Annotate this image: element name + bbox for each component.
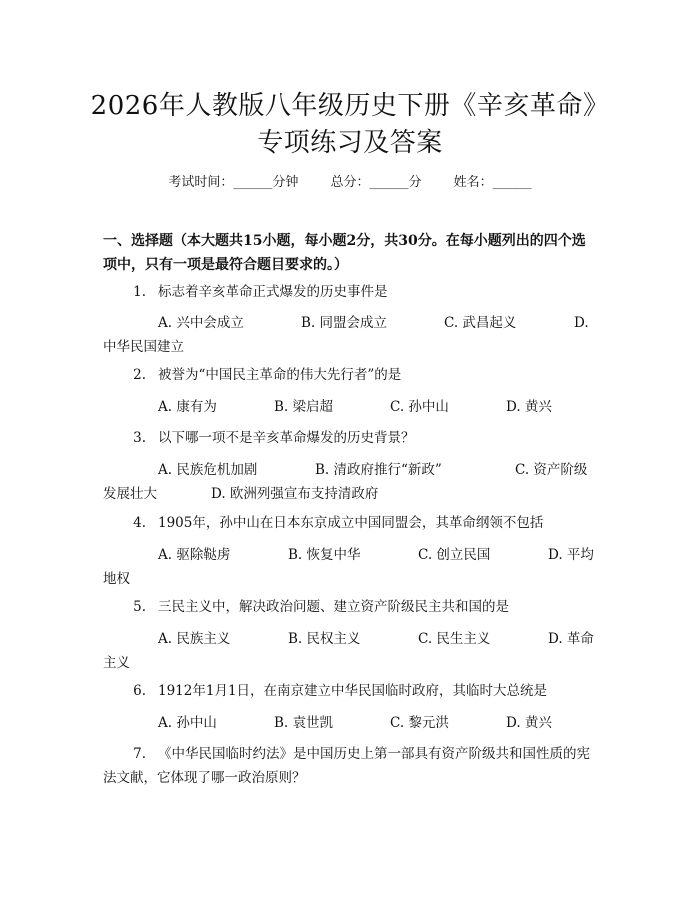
question-number: 7. — [133, 746, 146, 762]
option-d: D. 革命 — [548, 631, 594, 647]
question-text: 《中华民国临时约法》是中国历史上第一部具有资产阶级共和国性质的宪 — [158, 746, 590, 762]
option-c: C. 武昌起义 — [444, 315, 517, 331]
option-d-continued: 中华民国建立 — [103, 339, 184, 355]
question-5 — [103, 595, 603, 619]
option-c-continued: 发展壮大 — [103, 486, 157, 502]
question-number: 4. — [133, 515, 146, 531]
option-a: A. 驱除鞑虏 — [158, 547, 231, 563]
document-title-line2: 专项练习及答案 — [257, 128, 443, 158]
question-text: 三民主义中，解决政治问题、建立资产阶级民主共和国的是 — [158, 599, 509, 615]
question-number: 5. — [133, 599, 146, 615]
question-text: 被誉为“中国民主革命的伟大先行者”的是 — [158, 367, 402, 383]
question-number: 6. — [133, 683, 146, 699]
option-c: C. 民生主义 — [418, 631, 491, 647]
question-text: 1905年，孙中山在日本东京成立中国同盟会，其革命纲领不包括 — [158, 515, 544, 531]
question-3-options — [103, 458, 603, 506]
question-text: 以下哪一项不是辛亥革命爆发的历史背景？ — [158, 430, 415, 446]
option-a: A. 康有为 — [158, 399, 217, 415]
option-c: C. 资产阶级 — [515, 462, 588, 478]
question-1 — [103, 280, 603, 304]
question-6-options — [103, 711, 603, 735]
section-heading-line2: 项中，只有一项是最符合题目要求的。） — [103, 257, 348, 273]
question-6 — [103, 679, 603, 703]
option-c: C. 黎元洪 — [390, 715, 449, 731]
exam-meta — [0, 171, 700, 190]
option-d: D. 黄兴 — [506, 715, 552, 731]
student-name: 姓名：______ — [453, 175, 532, 190]
document-title-line1: 2026年人教版八年级历史下册《辛亥革命》 — [90, 91, 610, 121]
option-d: D. 平均 — [548, 547, 594, 563]
exam-time: 考试时间：______分钟 — [168, 175, 299, 190]
option-a: A. 兴中会成立 — [158, 315, 244, 331]
section-heading-line1: 一、选择题（本大题共15小题，每小题2分，共30分。在每小题列出的四个选 — [103, 233, 586, 249]
question-4 — [103, 511, 603, 535]
question-text: 标志着辛亥革命正式爆发的历史事件是 — [158, 284, 388, 300]
question-text-continued: 法文献，它体现了哪一政治原则？ — [103, 770, 306, 786]
exam-score: 总分：______分 — [330, 175, 422, 190]
question-number: 2. — [133, 367, 146, 383]
option-b: B. 民权主义 — [288, 631, 361, 647]
option-c: C. 孙中山 — [390, 399, 449, 415]
question-4-options — [103, 543, 603, 591]
option-b: B. 恢复中华 — [288, 547, 361, 563]
section-heading — [103, 229, 603, 277]
question-1-options — [103, 311, 603, 359]
option-d-continued: 主义 — [103, 655, 130, 671]
option-b: B. 同盟会成立 — [301, 315, 388, 331]
question-2 — [103, 363, 603, 387]
option-a: A. 民族主义 — [158, 631, 231, 647]
option-d: D. 欧洲列强宣布支持清政府 — [211, 486, 379, 502]
option-a: A. 孙中山 — [158, 715, 217, 731]
question-number: 1. — [133, 284, 146, 300]
option-d-continued: 地权 — [103, 571, 130, 587]
option-d: D. 黄兴 — [506, 399, 552, 415]
option-a: A. 民族危机加剧 — [158, 462, 258, 478]
option-d: D. — [574, 315, 589, 331]
question-number: 3. — [133, 430, 146, 446]
option-b: B. 袁世凯 — [274, 715, 334, 731]
option-b: B. 清政府推行“新政” — [315, 462, 442, 478]
question-2-options — [103, 395, 603, 419]
question-5-options — [103, 627, 603, 675]
question-3 — [103, 426, 603, 450]
option-b: B. 梁启超 — [274, 399, 334, 415]
question-7 — [103, 742, 603, 790]
question-text: 1912年1月1日，在南京建立中华民国临时政府，其临时大总统是 — [158, 683, 548, 699]
option-c: C. 创立民国 — [418, 547, 491, 563]
